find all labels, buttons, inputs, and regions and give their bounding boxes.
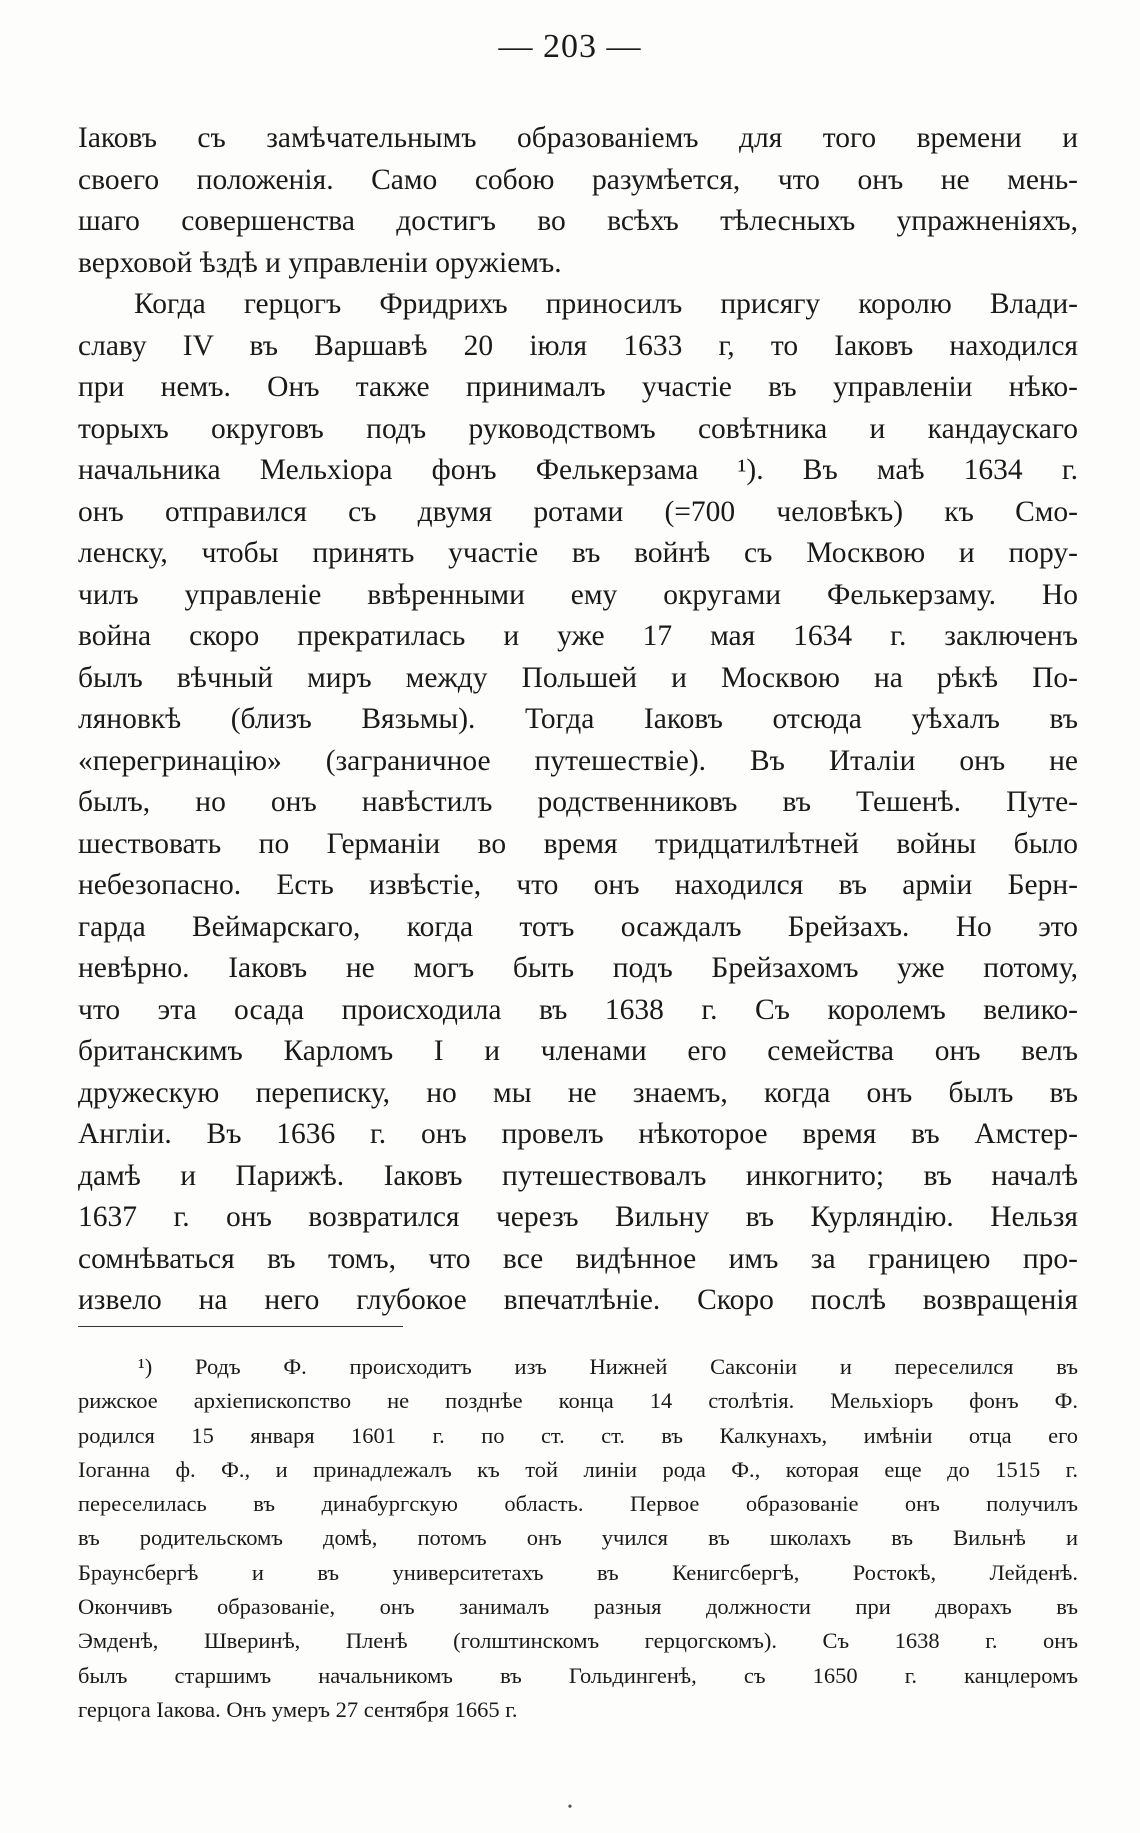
text-line: дамѣ и Парижѣ. Іаковъ путешествовалъ инкогнито; въ началѣ [78,1159,1078,1192]
text-line: Іаковъ съ замѣчательнымъ образованіемъ для того времени и [78,122,1078,154]
text-line: сомнѣваться въ томъ, что все видѣнное имъ за границею про- [78,1242,1078,1275]
text-line: что эта осада происходила въ 1638 г. Съ королемъ велико- [78,993,1078,1026]
footnote-line: родился 15 января 1601 г. по ст. ст. въ Калкунахъ, имѣніи отца его [78,1422,1078,1448]
text-line: британскимъ Карломъ I и членами его семейства онъ велъ [78,1035,1078,1067]
text-line: верховой ѣздѣ и управленіи оружіемъ. [78,246,562,279]
text-line: начальника Мельхіора фонъ Фелькерзама ¹). Въ маѣ 1634 г. [78,454,1078,486]
footnote-line: рижское архіепископство не позднѣе конца 14 столѣтія. Мельхіоръ фонъ Ф. [78,1388,1078,1414]
text-line: 1637 г. онъ возвратился черезъ Вильну въ Курляндію. Нельзя [78,1201,1078,1233]
footnote-line: въ родительскомъ домѣ, потомъ онъ учился въ школахъ въ Вильнѣ и [78,1525,1078,1551]
text-line: былъ вѣчный миръ между Польшей и Москвою на рѣкѣ По- [78,661,1078,694]
text-line: извело на него глубокое впечатлѣніе. Скоро послѣ возвращенія [78,1284,1078,1316]
text-line: дружескую переписку, но мы не знаемъ, когда онъ былъ въ [78,1076,1078,1109]
text-line: небезопасно. Есть извѣстіе, что онъ находился въ арміи Берн- [78,869,1078,901]
text-line: торыхъ округовъ подъ руководствомъ совѣтника и кандаускаго [78,412,1078,445]
footnote-line: Браунсбергѣ и въ университетахъ въ Кенигсбергѣ, Ростокѣ, Лейденѣ. [78,1559,1078,1585]
footnote-line: герцога Іакова. Онъ умеръ 27 сентября 1665 г. [78,1696,518,1722]
text-line: Англіи. Въ 1636 г. онъ провелъ нѣкоторое время въ Амстер- [78,1118,1078,1150]
text-line: своего положенія. Само собою разумѣется, что онъ не мень- [78,163,1078,196]
main-text [78,118,1078,1322]
paragraph-start-line: Когда герцогъ Фридрихъ приносилъ присягу королю Влади- [134,288,1078,320]
text-line: шаго совершенства достигъ во всѣхъ тѣлесныхъ упражненіяхъ, [78,205,1078,237]
text-line: былъ, но онъ навѣстилъ родственниковъ въ Тешенѣ. Путе- [78,786,1078,818]
text-line: славу IV въ Варшавѣ 20 іюля 1633 г, то Іаковъ находился [78,329,1078,362]
text-line: при немъ. Онъ также принималъ участіе въ управленіи нѣко- [78,371,1078,403]
print-mark: • [567,1800,573,1815]
text-line: ленску, чтобы принять участіе въ войнѣ съ Москвою и пору- [78,537,1078,569]
footnote-line: переселилась въ динабургскую область. Первое образованіе онъ получилъ [78,1491,1078,1517]
text-line: онъ отправился съ двумя ротами (=700 человѣкъ) къ Смо- [78,495,1078,528]
text-line: гарда Веймарскаго, когда тотъ осаждалъ Брейзахъ. Но это [78,910,1078,943]
text-line: шествовать по Германіи во время тридцатилѣтней войны было [78,827,1078,860]
footnote [78,1350,1078,1727]
text-line: «перегринацію» (заграничное путешествіе). Въ Италіи онъ не [78,744,1078,777]
text-line: чилъ управленіе ввѣренными ему округами Фелькерзаму. Но [78,578,1078,611]
footnote-line: ¹) Родъ Ф. происходитъ изъ Нижней Саксоніи и переселился въ [138,1354,1078,1379]
footnote-divider [78,1326,403,1327]
footnote-line: Іоганна ф. Ф., и принадлежалъ къ той линіи рода Ф., которая еще до 1515 г. [78,1456,1078,1482]
footnote-line: Окончивъ образованіе, онъ занималъ разныя должности при дворахъ въ [78,1594,1078,1620]
text-line: война скоро прекратилась и уже 17 мая 1634 г. заключенъ [78,620,1078,652]
footnote-line: Эмденѣ, Шверинѣ, Пленѣ (голштинскомъ герцогскомъ). Съ 1638 г. онъ [78,1628,1078,1654]
text-line: ляновкѣ (близъ Вязьмы). Тогда Іаковъ отсюда уѣхалъ въ [78,703,1078,735]
footnote-line: былъ старшимъ начальникомъ въ Гольдингенѣ, съ 1650 г. канцлеромъ [78,1662,1078,1688]
page-number: — 203 — [498,28,642,65]
text-line: невѣрно. Іаковъ не могъ быть подъ Брейзахомъ уже потому, [78,952,1078,984]
